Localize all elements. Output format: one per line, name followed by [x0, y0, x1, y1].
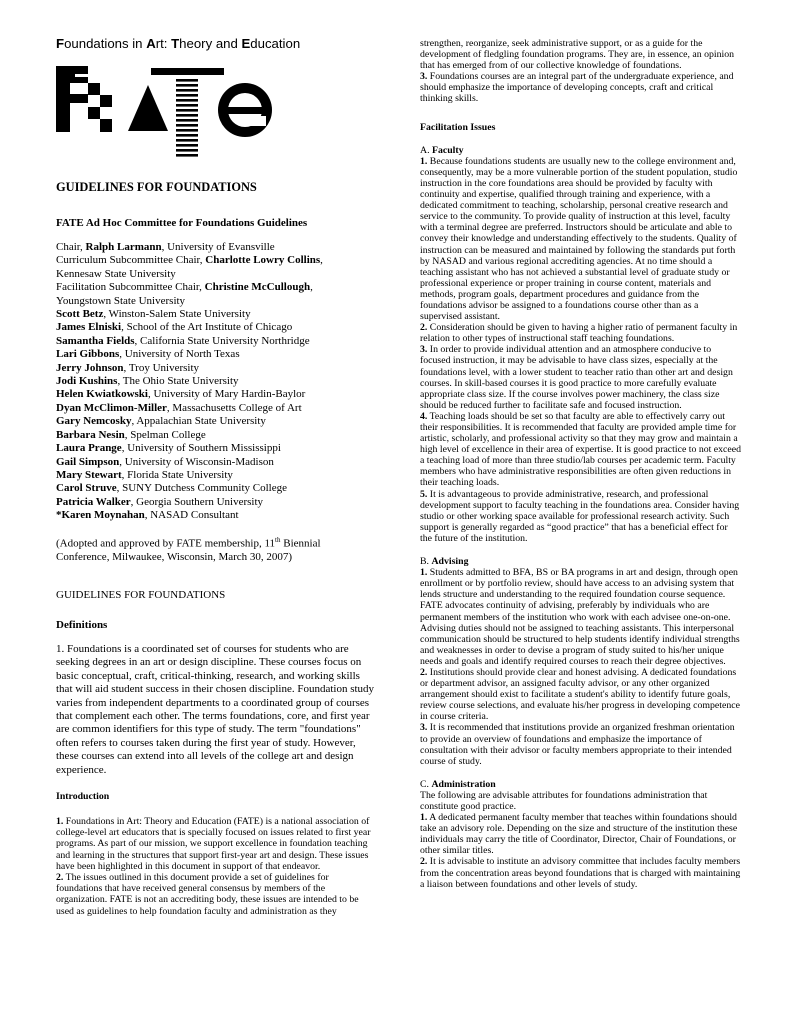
committee-member: Youngstown State University — [56, 294, 186, 307]
guideline-item: 1. A dedicated permanent faculty member that teaches within foundations should take an advisory role. Depending on the size and structure of the institution these individuals may carry the title of Coordinator, Director, Chair of Foundations, or other similar titles. — [420, 812, 738, 857]
committee-member: James Elniski, School of the Art Institute of Chicago — [56, 321, 293, 334]
organization-title: Foundations in Art: Theory and Education — [56, 36, 301, 51]
committee-member: Gary Nemcosky, Appalachian State University — [56, 415, 266, 428]
advising-section — [420, 567, 742, 767]
committee-member: Lari Gibbons, University of North Texas — [56, 348, 240, 361]
intro-continuation: strengthen, reorganize, seek administrative support, or as a guide for the development of fledgling foundation programs. They are, in essence, an opinion that has emerged from of our collective knowledge of foundations. — [420, 38, 735, 72]
committee-member: Mary Stewart, Florida State University — [56, 468, 233, 481]
right-column — [420, 38, 742, 890]
definitions-text: 1. Foundations is a coordinated set of courses for students who are seeking degrees in an art or design discipline. These courses focus on basic conceptual, craft, critical-thinking, research, and working skills that will aid student success in their chosen discipline. Foundation study varies from independent departments to a coordinated group of courses that complement each other. The terms foundations, core, and first year are common identifiers for this type of study. The term "foundations" often refers to courses taken during the first year of study. However, these courses can extend into all levels of the college art and design experience. — [56, 643, 375, 776]
committee-member: Dyan McClimon-Miller, Massachusetts College of Art — [56, 401, 302, 414]
committee-member: Facilitation Subcommittee Chair, Christine McCullough, — [56, 281, 313, 294]
guideline-item: 2. Consideration should be given to having a higher ratio of permanent faculty in relation to other types of instructional staff teaching foundations. — [420, 322, 738, 345]
committee-members-list — [56, 241, 376, 523]
guideline-item: 3. It is recommended that institutions provide an organized freshman orientation to provide an overview of foundations and emphasize the importance of consultation with their advisor or faculty members appropriate to their intended course of study. — [420, 722, 735, 767]
administration-heading: C. Administration — [420, 778, 496, 790]
guideline-item: 2. It is advisable to institute an advisory committee that includes faculty members from the concentration areas beyond foundations that is charged with maintaining a liaison between foundations and other levels of study. — [420, 856, 741, 890]
committee-member: Chair, Ralph Larmann, University of Evansville — [56, 241, 275, 253]
committee-member: Gail Simpson, University of Wisconsin-Madison — [56, 455, 274, 468]
guideline-item: 1. Because foundations students are usually new to the college environment and, consequently, may be a more vulnerable portion of the student population, studio instruction in the core foundations area should be provided by faculty with continuity and expertise, qualified through training and experience, with a dedicated commitment to teaching, scholarship, personal creative research and service to the community. To provide quality of instruction at this level, faculty with a terminal degree are preferred. Instructors should be articulate and able to convey their knowledge and understanding effectively to the students. Quality of instruction can be measured and maintained by following the standards put forth by NASAD and various regional accrediting agencies. At no time should a teaching assistant who has not achieved a substantial level of graduate study or professional experience or proper training in course content, materials and methods, program goals, department procedures and guidance from the foundations advisor be assigned to a foundations course other than as a supervised assistant. — [420, 155, 738, 323]
committee-member: Barbara Nesin, Spelman College — [56, 428, 206, 441]
adoption-note: (Adopted and approved by FATE membership, 11th Biennial Conference, Milwaukee, Wisconsin, March 30, 2007) — [56, 535, 321, 563]
committee-member: Samantha Fields, California State University Northridge — [56, 334, 310, 347]
left-column — [56, 36, 376, 917]
administration-section — [420, 812, 742, 890]
committee-member: Patricia Walker, Georgia Southern University — [56, 495, 264, 508]
administration-intro: The following are advisable attributes for foundations administration that constitute good practice. — [420, 789, 708, 812]
facilitation-heading: Facilitation Issues — [420, 121, 496, 133]
guidelines-title: GUIDELINES FOR FOUNDATIONS — [56, 180, 257, 194]
guideline-item: 4. Teaching loads should be set so that faculty are able to effectively carry out their responsibilities. It is recommended that faculty are provided ample time for artistic, scholarly, and professional activity so that they may grow and maintain a high level of excellence in their area of expertise. It is good practice to not exceed a teaching load of more than three studio/lab courses per academic term. Faculty members who have administrative responsibilities are often given reductions in their teaching loads. — [420, 410, 741, 489]
committee-member: Jerry Johnson, Troy University — [56, 361, 200, 374]
committee-member: Kennesaw State University — [56, 267, 176, 280]
committee-member: Laura Prange, University of Southern Mississippi — [56, 442, 281, 455]
committee-member: Jodi Kushins, The Ohio State University — [56, 375, 239, 388]
guidelines-caps-heading: GUIDELINES FOR FOUNDATIONS — [56, 589, 226, 601]
introduction-text — [56, 816, 376, 917]
fate-logo-icon — [56, 63, 276, 159]
committee-member: Scott Betz, Winston-Salem State University — [56, 308, 251, 321]
faculty-section — [420, 156, 742, 544]
intro-item: 3. Foundations courses are an integral part of the undergraduate experience, and should emphasize the importance of developing concepts, craft and critical thinking skills. — [420, 71, 734, 105]
committee-member: Helen Kwiatkowski, University of Mary Hardin-Baylor — [56, 388, 306, 401]
committee-title: FATE Ad Hoc Committee for Foundations Guidelines — [56, 217, 308, 229]
guideline-item: 2. Institutions should provide clear and honest advising. A dedicated foundations or department advisor, an assigned faculty advisor, or any other organized arrangement should exist to facilitate a student's ability to identify future goals, review course selections, and evaluate his/her progress in developing competence in course criteria. — [420, 666, 740, 723]
committee-member: Carol Struve, SUNY Dutchess Community College — [56, 482, 288, 495]
committee-member: *Karen Moynahan, NASAD Consultant — [56, 509, 239, 522]
introduction-heading: Introduction — [56, 791, 110, 803]
definitions-heading: Definitions — [56, 619, 108, 631]
committee-member: Curriculum Subcommittee Chair, Charlotte Lowry Collins, — [56, 254, 323, 267]
guideline-item: 3. In order to provide individual attention and an atmosphere conducive to focused instruction, it may be advisable to have class sizes, especially at the foundations level, with a lower student to teacher ratio than other art and design courses. In skill-based courses it is good practice to more carefully evaluate appropriate class size. If the course involves power machinery, the class size should be reduced further to facilitate safe and focused instruction. — [420, 344, 733, 411]
intro-item: 2. The issues outlined in this document provide a set of guidelines for foundations that have received general consensus by members of the organization. FATE is not an accrediting body, these issues are intended to be used as guidelines to help foundation faculty and administration as they — [56, 872, 359, 917]
faculty-heading: A. Faculty — [420, 144, 464, 156]
guideline-item: 1. Students admitted to BFA, BS or BA programs in art and design, through open enrollment or by portfolio review, should have access to an advising system that lends structure and understanding to the required foundation course sequence. FATE advocates continuity of advising, preferably by individuals who are permanent members of the institution who work with each advisee one-on-one. Advising duties should not be assigned to teaching assistants. This interpersonal communication should be structured to help students identify individual strengths and weaknesses in order to devise a program of study suited to his/her unique needs and goals and identify required courses to reach their degree objectives. — [420, 567, 740, 667]
intro-item: 1. Foundations in Art: Theory and Education (FATE) is a national association of college-level art educators that is specially focused on issues related to first year programs. As part of our mission, we support excellence in foundation teaching and learning in the structures that support first-year art and design. These issues have been highlighted in this document in support of that endeavor. — [56, 816, 371, 872]
guideline-item: 5. It is advantageous to provide administrative, research, and professional development support to faculty teaching in the foundations area. Consider having studio or other working space available for professional research activity. Such support is generally regarded as “good practice” that has a beneficial effect for the future of the institution. — [420, 488, 740, 544]
advising-heading: B. Advising — [420, 556, 469, 568]
